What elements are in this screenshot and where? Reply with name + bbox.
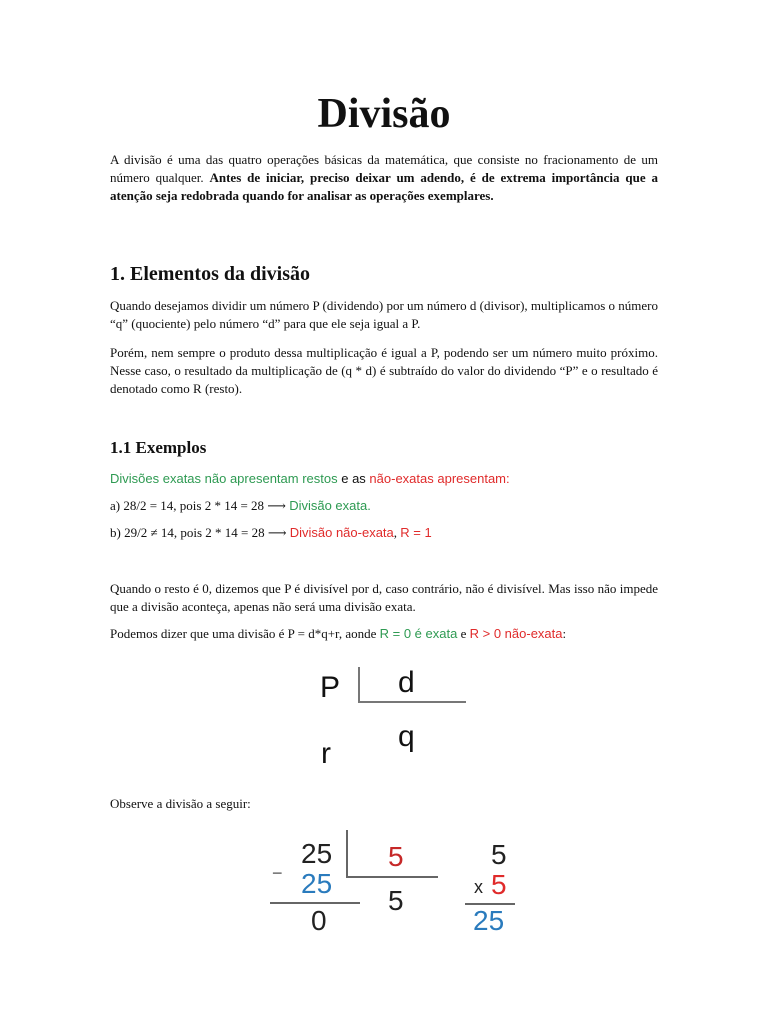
example-subtract-value: 25 <box>301 868 333 899</box>
example-vertical-bar <box>346 830 348 878</box>
formula-exact: R = 0 é exata <box>379 626 458 641</box>
intro-paragraph <box>110 151 658 205</box>
example-subtract-line <box>270 902 360 904</box>
diagram-dividend: P <box>320 671 341 704</box>
check-top-value: 5 <box>491 839 507 870</box>
elements-paragraph-1: Quando desejamos dividir um número P (dividendo) por um número d (divisor), multiplicamos o número “q” (quociente) pelo número “d” para que ele seja igual a P. <box>110 298 658 331</box>
page-title: Divisão <box>317 91 451 137</box>
inexact-text: não-exatas apresentam: <box>369 471 510 486</box>
example-a-result: Divisão exata. <box>289 498 371 513</box>
intro-text: A divisão é uma das quatro operações básicas da matemática, que consiste no fracionamento de um número qualquer. <box>110 152 658 185</box>
intro-bold-note: Antes de iniciar, preciso deixar um adendo, é de extrema importância que a atenção seja redobrada quando for analisar as operações exemplares. <box>110 170 658 203</box>
formula-text: Podemos dizer que uma divisão é P = d*q+r, aonde <box>110 626 380 641</box>
example-a-text: a) 28/2 = 14, pois 2 * 14 = 28 ⟶ <box>110 498 290 513</box>
example-divisor: 5 <box>388 841 404 872</box>
diagram-horizontal-bar <box>358 701 466 703</box>
example-b-remainder: R = 1 <box>400 525 432 540</box>
check-times-sign: x <box>474 877 483 897</box>
check-factor: 5 <box>491 869 507 900</box>
example-horizontal-bar <box>346 876 438 878</box>
example-a <box>110 497 658 515</box>
example-quotient: 5 <box>388 885 404 916</box>
diagram-quotient: q <box>398 720 415 753</box>
example-b-text: b) 29/2 ≠ 14, pois 2 * 14 = 28 ⟶ <box>110 525 290 540</box>
section-heading-examples: 1.1 Exemplos <box>110 438 207 457</box>
remainder-paragraph: Quando o resto é 0, dizemos que P é divisível por d, caso contrário, não é divisível. Mas isso não impede que a divisão aconteça, apenas não será uma divisão exata. <box>110 581 658 614</box>
formula-paragraph <box>110 625 658 643</box>
example-remainder: 0 <box>311 905 327 936</box>
formula-colon: : <box>562 626 567 641</box>
diagram-vertical-bar <box>358 667 360 703</box>
check-product: 25 <box>473 905 505 936</box>
elements-paragraph-2: Porém, nem sempre o produto dessa multiplicação é igual a P, podendo ser um número muito próximo. Nesse caso, o resultado da multiplicação de (q * d) é subtraído do valor do dividendo “P” e o resultado é denotado como R (resto). <box>110 345 658 396</box>
formula-and: e <box>457 626 470 641</box>
example-b-result: Divisão não-exata <box>289 525 394 540</box>
diagram-divisor: d <box>398 666 415 699</box>
example-b-comma: , <box>393 525 401 540</box>
exact-vs-inexact-line <box>110 470 658 488</box>
exact-text: Divisões exatas não apresentam restos <box>110 471 338 486</box>
example-minus-sign: − <box>272 863 283 883</box>
formula-inexact: R > 0 não-exata <box>469 626 563 641</box>
diagram-remainder: r <box>321 737 331 770</box>
section-heading-elements: 1. Elementos da divisão <box>110 263 311 285</box>
example-b <box>110 524 658 542</box>
example-dividend: 25 <box>301 838 333 869</box>
observe-line: Observe a divisão a seguir: <box>110 796 251 811</box>
connector-text: e as <box>337 471 370 486</box>
